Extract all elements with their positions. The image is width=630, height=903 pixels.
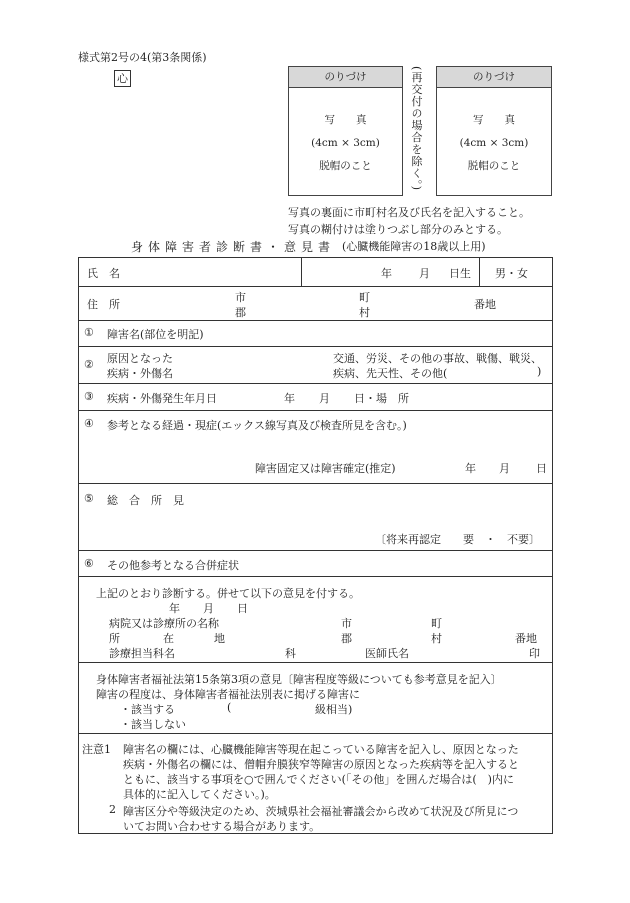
- row3-month: 月: [319, 392, 330, 405]
- diagnosis-day: 日: [237, 602, 248, 615]
- row-findings: [79, 484, 552, 551]
- row5-label: 総 合 所 見: [107, 494, 184, 507]
- note2-label: 2: [109, 803, 116, 816]
- location-b: 在: [163, 632, 174, 645]
- row4-year: 年: [465, 462, 476, 475]
- opinion-line1: 身体障害者福祉法第15条第3項の意見〔障害程度等級についても参考意見を記入〕: [96, 673, 502, 686]
- doctor-seal: 印: [529, 647, 540, 660]
- row2-close: ): [537, 365, 542, 378]
- hospital-county: 郡: [341, 632, 352, 645]
- photo-box-right: [436, 66, 552, 196]
- photo-left-body: [289, 109, 402, 178]
- row-onset-date: [79, 384, 552, 411]
- seal-mark: 心: [114, 70, 131, 87]
- address-label: 住 所: [87, 298, 120, 311]
- address-town: 町: [359, 291, 370, 304]
- row3-label: 疾病・外傷発生年月日: [107, 392, 217, 405]
- opinion-opt2[interactable]: ・該当しない: [120, 718, 186, 731]
- doctor-label: 医師氏名: [365, 647, 409, 660]
- diagnosis-form: [78, 257, 553, 834]
- photo-left-label: のりづけ: [289, 67, 402, 88]
- name-year: 年: [381, 267, 392, 280]
- name-month: 月: [419, 267, 430, 280]
- row1-num: ①: [84, 326, 94, 339]
- sex-choice[interactable]: 男・女: [495, 267, 528, 280]
- opinion-grade-close: 級相当): [315, 703, 353, 716]
- note1-line3: ともに、該当する事項を○で囲んでください(「その他」を囲んだ場合は( )内に: [123, 773, 514, 786]
- diagnosis-block: [79, 576, 552, 663]
- note2-line1: 障害区分や等級決定のため、茨城県社会福祉審議会から改めて状況及び所見につ: [123, 805, 519, 818]
- location-a: 所: [109, 632, 120, 645]
- address-city: 市: [235, 291, 246, 304]
- diagnosis-statement: 上記のとおり診断する。併せて以下の意見を付する。: [96, 587, 360, 600]
- diagnosis-month: 月: [203, 602, 214, 615]
- opinion-grade-open: (: [227, 701, 232, 714]
- photo-right-body: [437, 109, 551, 178]
- photo-right-line2: (4cm × 3cm): [459, 137, 529, 149]
- row-cause: [79, 346, 552, 384]
- row4-fixed: 障害固定又は障害確定(推定): [255, 462, 396, 475]
- row3-num: ③: [84, 390, 94, 403]
- row5-num: ⑤: [84, 492, 94, 505]
- opinion-line2: 障害の程度は、身体障害者福祉法別表に掲げる障害に: [96, 688, 360, 701]
- note1-label: 注意1: [82, 743, 111, 756]
- row1-label: 障害名(部位を明記): [107, 328, 204, 341]
- photo-right-label: のりづけ: [437, 67, 551, 88]
- hospital-lot: 番地: [515, 632, 537, 645]
- form-number: 様式第2号の4(第3条関係): [78, 51, 207, 64]
- form-title: 身体障害者診断書・意見書: [131, 240, 336, 254]
- row2-label-a: 原因となった: [107, 352, 173, 365]
- row3-year: 年: [284, 392, 295, 405]
- name-label: 氏 名: [87, 267, 120, 280]
- address-county: 郡: [235, 306, 246, 319]
- row-complications: [79, 551, 552, 577]
- row2-label-b: 疾病・外傷名: [107, 367, 173, 380]
- form-subtitle: (心臓機能障害の18歳以上用): [342, 240, 486, 253]
- row4-num: ④: [84, 417, 94, 430]
- row4-day: 日: [536, 462, 547, 475]
- address-row: [79, 286, 552, 321]
- note1-line2: 疾病・外傷名の欄には、僧帽弁膜狭窄等障害の原因となった疾病等を記入すると: [123, 758, 519, 771]
- hospital-town: 町: [431, 617, 442, 630]
- photo-note-1: 写真の裏面に市町村名及び氏名を記入すること。: [288, 206, 530, 219]
- dept-label: 診療担当科名: [109, 647, 175, 660]
- location-c: 地: [214, 632, 225, 645]
- name-birth: 日生: [449, 267, 471, 280]
- opinion-block: [79, 663, 552, 734]
- address-village: 村: [359, 306, 370, 319]
- diagnosis-year: 年: [169, 602, 180, 615]
- row2-opts-b: 疾病、先天性、その他(: [333, 367, 448, 380]
- note1-line4: 具体的に記入してください。)。: [123, 788, 276, 801]
- row-progress: [79, 410, 552, 484]
- hospital-label: 病院又は診療所の名称: [109, 617, 219, 630]
- row6-label: その他参考となる合併症状: [107, 559, 239, 572]
- photo-left-line1: 写 真: [324, 114, 367, 126]
- row4-month: 月: [499, 462, 510, 475]
- photo-left-line3: 脱帽のこと: [319, 160, 372, 172]
- note2-line2: いてお問い合わせする場合があります。: [123, 820, 321, 833]
- hospital-village: 村: [431, 632, 442, 645]
- row2-opts-a: 交通、労災、その他の事故、戦傷、戦災、: [333, 352, 542, 365]
- photo-box-left: [288, 66, 403, 196]
- row-disability-name: [79, 320, 552, 347]
- photo-right-line1: 写 真: [473, 114, 515, 126]
- name-row: [79, 258, 552, 287]
- opinion-opt1[interactable]: ・該当する: [120, 703, 175, 716]
- hospital-city: 市: [341, 617, 352, 630]
- photo-vertical-note: (再交付の場合を除く。): [410, 66, 423, 192]
- row4-label: 参考となる経過・現症(エックス線写真及び検査所見を含む。): [107, 419, 407, 432]
- row2-num: ②: [84, 358, 94, 371]
- row5-recheck: 〔将来再認定 要 ・ 不要〕: [375, 533, 540, 546]
- note1-line1: 障害名の欄には、心臓機能障害等現在起こっている障害を記入し、原因となった: [123, 743, 519, 756]
- photo-left-line2: (4cm × 3cm): [311, 137, 380, 149]
- row3-day-place: 日・場 所: [354, 392, 409, 405]
- row6-num: ⑥: [84, 557, 94, 570]
- dept-ka: 科: [285, 647, 296, 660]
- photo-note-2: 写真の糊付けは塗りつぶし部分のみとする。: [288, 223, 508, 236]
- address-lot: 番地: [474, 298, 496, 311]
- photo-right-line3: 脱帽のこと: [467, 160, 521, 172]
